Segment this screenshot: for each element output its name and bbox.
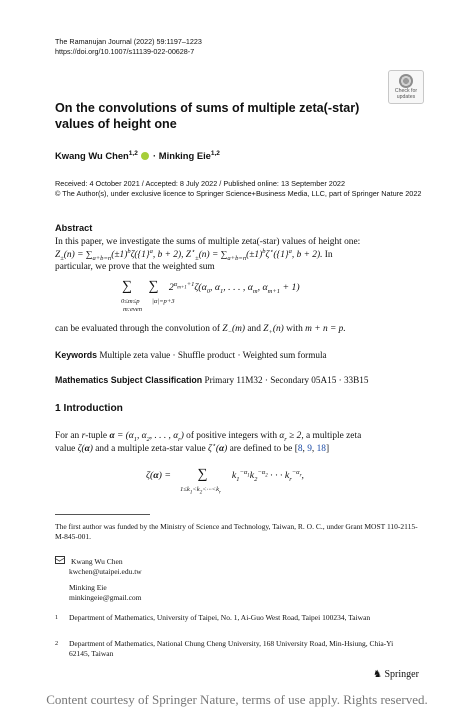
springer-horse-icon: ♞	[373, 669, 382, 680]
envelope-icon	[55, 556, 65, 564]
abstract-heading: Abstract	[55, 223, 93, 233]
author-name[interactable]: Kwang Wu Chen	[55, 150, 129, 161]
publication-dates	[55, 179, 421, 199]
math-inline: $Z_+(n)$	[263, 324, 284, 336]
display-equation-zeta: ζ(α) = ∑ $k_1^{-\alpha_1}k_2^{-\alpha_2}$ · · · $k_r^{-\alpha_r}$,	[146, 467, 304, 483]
doi-link[interactable]: https://doi.org/10.1007/s11139-022-00628-7	[55, 47, 195, 56]
math-sum-symbol: ∑	[148, 279, 159, 294]
math-inline: ζ⋆(α)	[207, 441, 228, 454]
funding-footnote: The first author was funded by the Ministry of Science and Technology, Taiwan, R. O. C., under Grant MOST 110-2115-M-845-001.	[55, 522, 418, 541]
math-sum-limits-1: 0≤m≤p m:even	[121, 298, 143, 313]
math-inline: $\alpha = (\alpha_1$, $\alpha_2$, . . . , $\alpha_r$)	[109, 431, 184, 443]
intro-text: are defined to be	[229, 443, 293, 454]
math-sum-symbol: ∑	[197, 467, 208, 482]
math-inline: $\alpha_r \ge 2$	[279, 431, 302, 443]
abstract-text: In	[324, 249, 333, 260]
paper-title: On the convolutions of sums of multiple zeta(-star) values of height one	[55, 101, 360, 131]
running-header	[55, 37, 202, 57]
courtesy-notice: Content courtesy of Springer Nature, terms of use apply. Rights reserved.	[46, 692, 428, 707]
keywords	[55, 350, 327, 360]
abstract-text: particular, we prove that the weighted sum	[55, 262, 215, 272]
math-summand: $2^{\alpha_{m+1}+1}\zeta(\alpha_0$, $\alpha_1$, . . . , $\alpha_m$, $\alpha_{m+1} + 1$)	[168, 280, 300, 295]
msc-label: Mathematics Subject Classification	[55, 375, 203, 385]
math-inline: r	[81, 431, 86, 441]
abstract-paragraph-2: can be evaluated through the convolution of $Z_-(m)$ and $Z_+(n)$ with m + n = p.	[55, 324, 346, 336]
abstract-text: In this paper, we investigate the sums of multiple zeta(-star) values of height one:	[55, 237, 361, 247]
affiliation-text: Department of Mathematics, University of Taipei, No. 1, Ai-Guo West Road, Taipei 100234, Taiwan	[69, 613, 371, 622]
author-affil-sup: 1,2	[210, 149, 220, 157]
dates-line: Received: 4 October 2021 / Accepted: 8 July 2022 / Published online: 13 September 2022	[55, 179, 346, 188]
abstract-paragraph	[55, 236, 420, 274]
affiliation-2	[55, 639, 404, 659]
intro-text: value	[55, 443, 76, 454]
correspondence-block	[55, 556, 142, 603]
citation-link[interactable]: 8	[297, 443, 303, 454]
intro-text: For an	[55, 431, 80, 441]
affiliation-1	[55, 613, 404, 624]
copyright-line: © The Author(s), under exclusive licence to Springer Science+Business Media, LLC, part of Springer Nature 2022	[55, 189, 422, 198]
intro-text: of positive integers with	[186, 431, 278, 441]
display-equation-weighted-sum	[122, 279, 300, 295]
math-sum-limits-3: $1\le k_1<k_2<\cdot\cdot\cdot<k_r$	[180, 486, 221, 496]
section-heading-introduction: 1 Introduction	[55, 403, 123, 414]
check-updates-icon	[399, 74, 413, 88]
keywords-label: Keywords	[55, 350, 98, 360]
springer-logo	[373, 669, 419, 680]
author-affil-sup: 1,2	[128, 149, 138, 157]
journal-citation: The Ramanujan Journal (2022) 59:1197–1223	[55, 37, 202, 46]
email-link[interactable]: kwchen@utaipei.edu.tw	[69, 567, 142, 576]
affiliation-number: 2	[55, 640, 59, 647]
orcid-icon[interactable]	[141, 152, 149, 160]
math-sum-symbol: ∑	[122, 279, 132, 294]
math-summand: $k_1^{-\alpha_1}k_2^{-\alpha_2}$ · · · $k_r^{-\alpha_r}$,	[231, 468, 304, 483]
email-link[interactable]: minkingeie@gmail.com	[69, 593, 142, 602]
math-inline: $Z_\pm(n) = \sum_{a+b=n}(\pm 1)^b\zeta(\{1\}^a$, b + 2), $Z^⋆_\pm(n) = \sum_{a+b=n}(\pm 1)^b\zeta^⋆(\{1\}^a$, b + 2).	[55, 247, 323, 262]
keywords-text: Multiple zeta value · Shuffle product · Weighted sum formula	[99, 350, 327, 360]
affiliation-number: 1	[55, 614, 59, 621]
author-list	[55, 150, 220, 161]
badge-line2: updates	[396, 93, 416, 100]
abstract-text: can be evaluated through the convolution of	[55, 324, 221, 334]
citation-link[interactable]: 9	[307, 443, 312, 454]
math-inline: m + n = p.	[305, 324, 346, 334]
footnote-rule	[55, 514, 150, 515]
author-separator: ·	[150, 150, 159, 161]
intro-text: -tuple	[85, 431, 108, 441]
corresponding-author-name: Kwang Wu Chen	[71, 557, 123, 566]
badge-line1: Check for	[394, 88, 418, 94]
affiliation-text: Department of Mathematics, National Chung Cheng University, 168 University Road, Min-Hsiung, Chia-Yi 62145, Taiwan	[69, 639, 394, 658]
msc-text: Primary 11M32 · Secondary 05A15 · 33B15	[204, 375, 369, 385]
intro-text: and a multiple zeta-star value	[95, 443, 206, 454]
math-sum-limits-2: |α|=p+3	[152, 298, 175, 305]
intro-text: , a multiple zeta	[301, 431, 362, 441]
intro-paragraph: For an r-tuple $\alpha = (\alpha_1$, $\alpha_2$, . . . , $\alpha_r$) of positive integers with $\alpha_r \ge 2$, a multiple zeta value ζ(α) and a multiple zeta-star value ζ⋆(α) are defined to be [8, 9, 18]	[55, 431, 362, 454]
citation-link[interactable]: 18	[316, 443, 326, 454]
publisher-name: Springer	[384, 669, 419, 680]
author-name[interactable]: Minking Eie	[158, 150, 211, 161]
author-name: Minking Eie	[69, 583, 107, 592]
math-inline: ζ(α)	[77, 443, 93, 454]
subject-classification	[55, 375, 368, 385]
math-inline: $Z_-(m)$	[222, 324, 246, 336]
check-for-updates-badge[interactable]	[388, 70, 424, 104]
